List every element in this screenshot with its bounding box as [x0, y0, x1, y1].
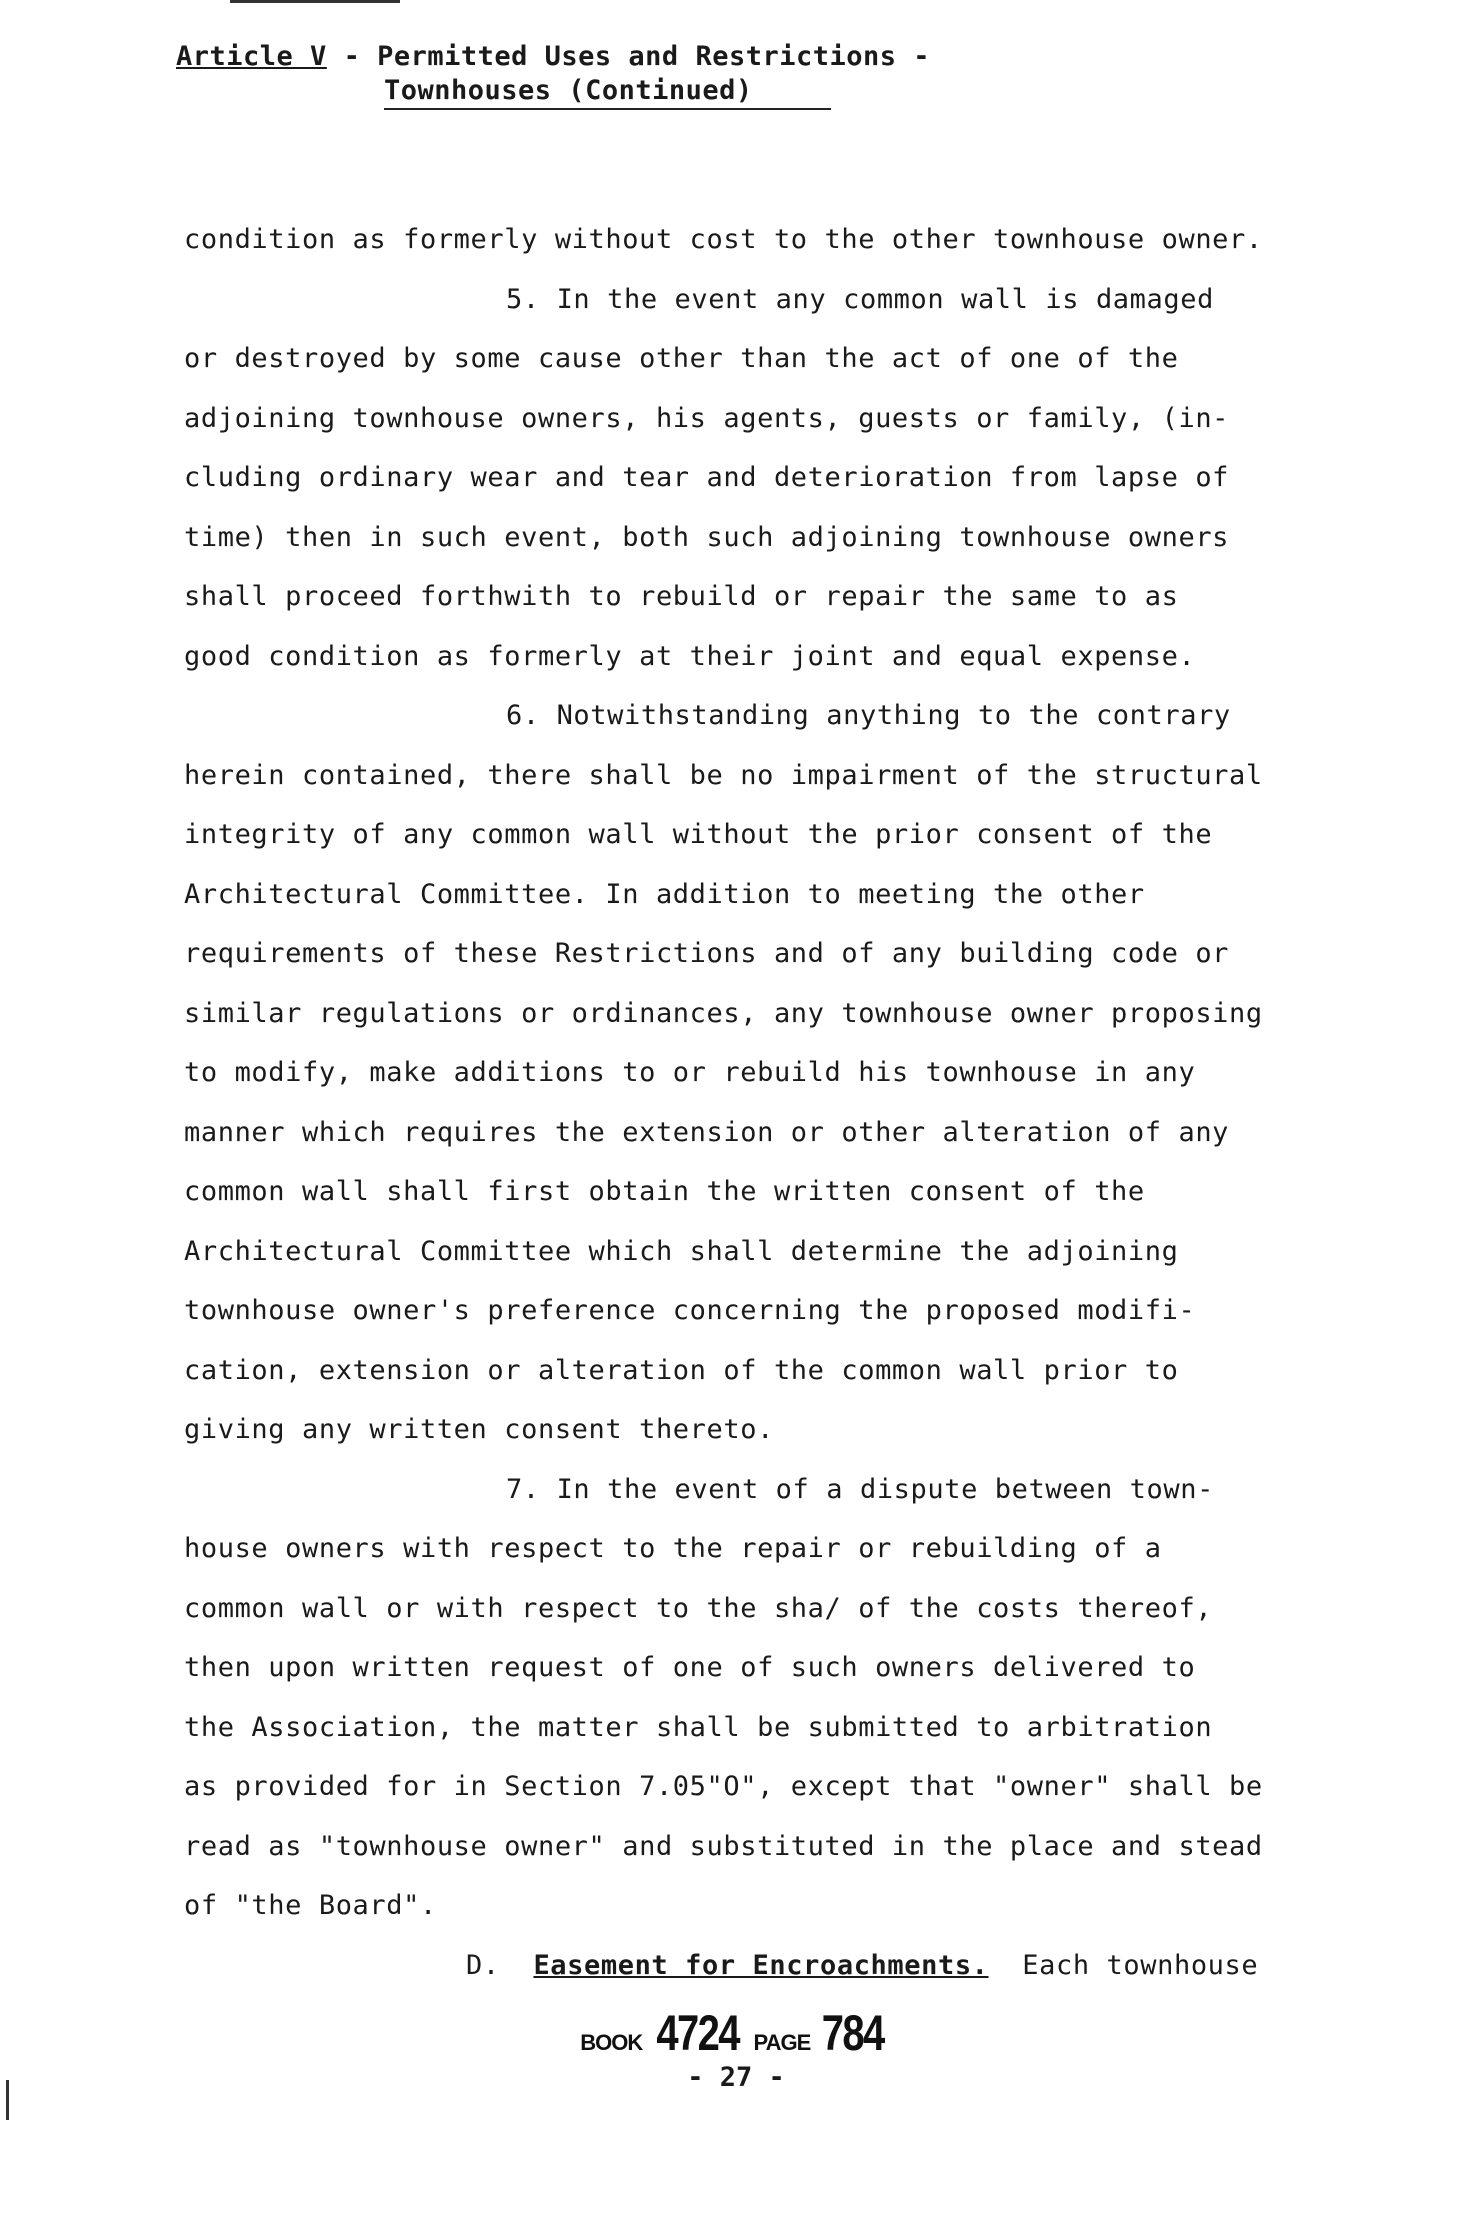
body-text [184, 220, 1324, 2005]
text-line: adjoining townhouse owners, his agents, guests or family, (in- [184, 402, 1230, 434]
text-line: Architectural Committee which shall determine the adjoining [184, 1235, 1179, 1267]
page-footer [0, 2004, 1472, 2093]
text-line: or destroyed by some cause other than the act of one of the [184, 343, 1179, 374]
paragraph-5-start: 5. In the event any common wall is damaged [506, 283, 1214, 315]
text-line: townhouse owner's preference concerning the proposed modifi- [184, 1295, 1196, 1326]
page-label: PAGE [753, 2030, 811, 2055]
text-line: common wall shall first obtain the written consent of the [184, 1176, 1145, 1207]
text-line: as provided for in Section 7.05"O", except that "owner" shall be [184, 1771, 1263, 1802]
paragraph-7-start: 7. In the event of a dispute between town- [506, 1473, 1214, 1505]
text-line: condition as formerly without cost to the other townhouse owner. [184, 224, 1263, 255]
text-line: similar regulations or ordinances, any townhouse owner proposing [184, 997, 1263, 1029]
text-line: cation, extension or alteration of the common wall prior to [184, 1354, 1179, 1386]
text-line: then upon written request of one of such owners delivered to [184, 1652, 1196, 1683]
text-line: requirements of these Restrictions and of any building code or [184, 938, 1230, 969]
header-title-line2: Townhouses (Continued) [384, 74, 831, 110]
article-number: Article V [176, 41, 327, 72]
section-d-label: D. [466, 1949, 500, 1981]
header-title-line1: Permitted Uses and Restrictions - [377, 41, 931, 72]
text-line: shall proceed forthwith to rebuild or repair the same to as [184, 581, 1179, 612]
text-line: the Association, the matter shall be submitted to arbitration [184, 1711, 1213, 1743]
page-number: - 27 - [687, 2062, 785, 2093]
book-page-stamp [580, 2004, 891, 2062]
text-line: of "the Board". [184, 1890, 437, 1921]
text-line: manner which requires the extension or other alteration of any [184, 1116, 1230, 1148]
text-line: read as "townhouse owner" and substituted in the place and stead [184, 1830, 1263, 1862]
section-d-line [184, 1946, 1324, 2006]
section-d-text: Each townhouse [1022, 1949, 1259, 1981]
text-line: house owners with respect to the repair or rebuilding of a [184, 1533, 1162, 1564]
text-line: giving any written consent thereto. [184, 1414, 774, 1445]
book-number: 4724 [656, 2005, 740, 2061]
book-label: BOOK [580, 2030, 643, 2055]
text-line: integrity of any common wall without the prior consent of the [184, 819, 1213, 850]
scan-mark-top [230, 0, 400, 3]
article-header [176, 40, 930, 110]
text-line: time) then in such event, both such adjoining townhouse owners [184, 521, 1230, 553]
section-d-heading: Easement for Encroachments. [533, 1949, 989, 1981]
paragraph-6-start: 6. Notwithstanding anything to the contrary [506, 700, 1231, 731]
text-line: good condition as formerly at their joint and equal expense. [184, 640, 1196, 672]
text-line: to modify, make additions to or rebuild his townhouse in any [184, 1057, 1196, 1088]
text-line: common wall or with respect to the sha/ of the costs thereof, [184, 1592, 1213, 1624]
text-line: cluding ordinary wear and tear and deterioration from lapse of [184, 462, 1230, 493]
header-dash: - [326, 41, 378, 72]
text-line: Architectural Committee. In addition to meeting the other [184, 878, 1145, 910]
page-stamp-number: 784 [821, 2005, 884, 2061]
text-line: herein contained, there shall be no impairment of the structural [184, 759, 1263, 791]
